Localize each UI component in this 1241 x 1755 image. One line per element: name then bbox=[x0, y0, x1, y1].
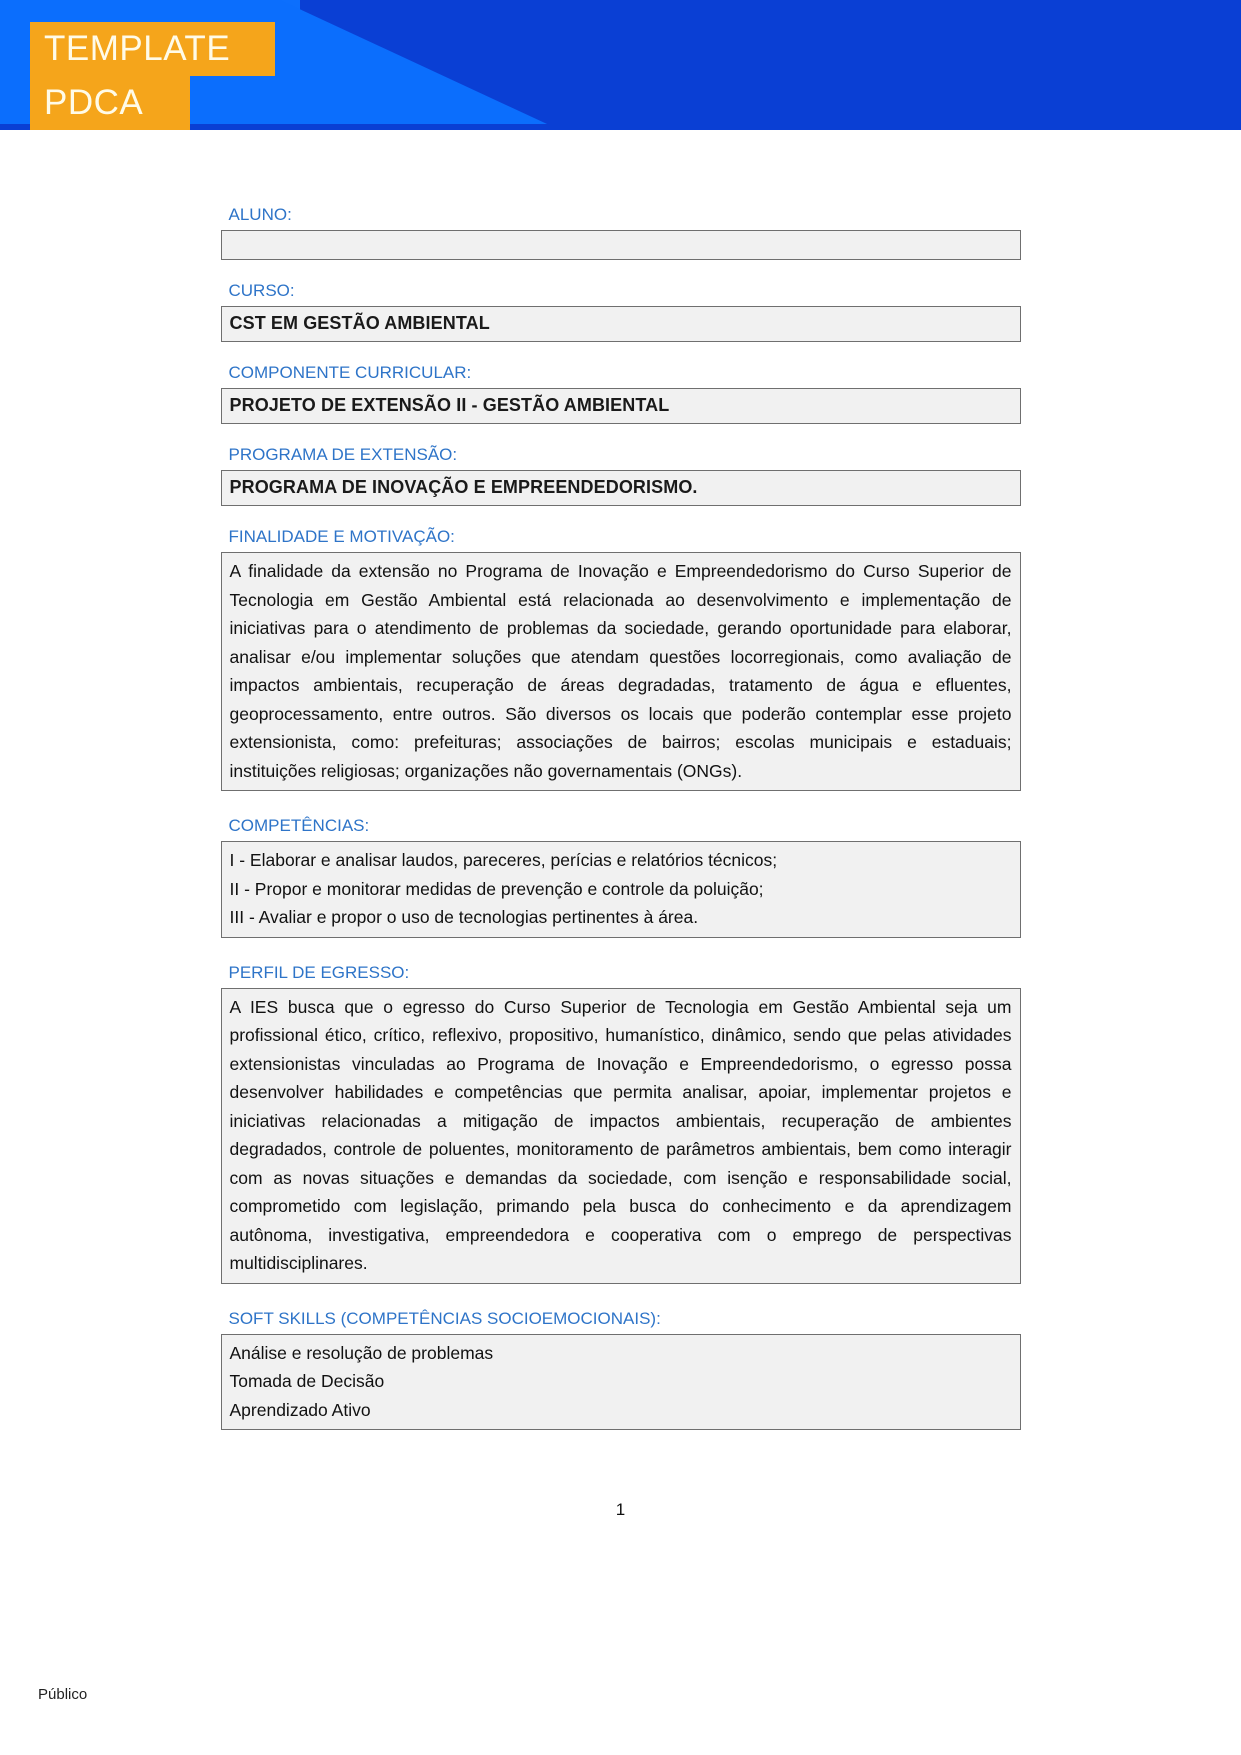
label-aluno: ALUNO: bbox=[228, 205, 292, 224]
field-finalidade-motivacao bbox=[221, 524, 1021, 791]
field-curso bbox=[221, 278, 1021, 342]
input-aluno[interactable] bbox=[221, 230, 1021, 260]
template-logo bbox=[30, 22, 275, 130]
input-programa-extensao[interactable] bbox=[221, 470, 1021, 506]
field-perfil-egresso bbox=[221, 960, 1021, 1284]
input-soft-skills[interactable] bbox=[221, 1334, 1021, 1431]
footer-classification-note: Público bbox=[38, 1686, 88, 1703]
value-finalidade-motivacao: A finalidade da extensão no Programa de Inovação e Empreendedorismo do Curso Superior de Tecnologia em Gestão Ambiental está relacionada ao desenvolvimento e implementação de iniciativas para o atendimento de problemas da sociedade, gerando oportunidade para elaborar, analisar e/ou implementar soluções que atendam questões locorregionais, como avaliação de impactos ambientais, recuperação de áreas degradadas, tratamento de água e efluentes, geoprocessamento, entre outros. São diversos os locais que poderão contemplar esse projeto extensionista, como: prefeituras; associações de bairros; escolas municipais e estaduais; instituições religiosas; organizações não governamentais (ONGs). bbox=[229, 561, 1012, 781]
field-aluno bbox=[221, 202, 1021, 260]
page-header-banner bbox=[0, 0, 1241, 130]
input-competencias[interactable] bbox=[221, 841, 1021, 938]
input-componente-curricular[interactable] bbox=[221, 388, 1021, 424]
label-perfil-egresso: PERFIL DE EGRESSO: bbox=[228, 962, 410, 982]
label-competencias: COMPETÊNCIAS: bbox=[228, 816, 370, 835]
value-programa-extensao: PROGRAMA DE INOVAÇÃO E EMPREENDEDORISMO. bbox=[229, 477, 698, 497]
label-programa-extensao: PROGRAMA DE EXTENSÃO: bbox=[228, 445, 458, 464]
label-soft-skills: SOFT SKILLS (COMPETÊNCIAS SOCIOEMOCIONAIS): bbox=[228, 1308, 661, 1328]
logo-line-template: TEMPLATE bbox=[30, 22, 275, 76]
soft-skill-item-2: Tomada de Decisão bbox=[229, 1371, 385, 1391]
value-curso: CST EM GESTÃO AMBIENTAL bbox=[229, 313, 490, 333]
form-content bbox=[221, 130, 1021, 1520]
input-finalidade-motivacao[interactable] bbox=[221, 552, 1021, 791]
logo-line-pdca: PDCA bbox=[30, 76, 190, 130]
value-componente-curricular: PROJETO DE EXTENSÃO II - GESTÃO AMBIENTAL bbox=[229, 395, 670, 415]
input-curso[interactable] bbox=[221, 306, 1021, 342]
page-number: 1 bbox=[615, 1500, 626, 1519]
field-componente-curricular bbox=[221, 360, 1021, 424]
soft-skill-item-1: Análise e resolução de problemas bbox=[229, 1342, 494, 1363]
label-curso: CURSO: bbox=[228, 281, 295, 300]
field-competencias bbox=[221, 813, 1021, 938]
soft-skill-item-3: Aprendizado Ativo bbox=[229, 1399, 371, 1420]
field-soft-skills bbox=[221, 1306, 1021, 1431]
label-finalidade-motivacao: FINALIDADE E MOTIVAÇÃO: bbox=[228, 527, 455, 546]
field-programa-extensao bbox=[221, 442, 1021, 506]
competencia-item-1: I - Elaborar e analisar laudos, pareceres, perícias e relatórios técnicos; bbox=[229, 850, 778, 870]
label-componente-curricular: COMPONENTE CURRICULAR: bbox=[228, 363, 472, 382]
competencia-item-3: III - Avaliar e propor o uso de tecnologias pertinentes à área. bbox=[229, 907, 699, 927]
document-page bbox=[0, 130, 1241, 1520]
value-perfil-egresso: A IES busca que o egresso do Curso Superior de Tecnologia em Gestão Ambiental seja um profissional ético, crítico, reflexivo, propositivo, humanístico, dinâmico, sendo que pelas atividades extensionistas vinculadas ao Programa de Inovação e Empreendedorismo, o egresso possa desenvolver habilidades e competências que permita analisar, apoiar, implementar projetos e iniciativas relacionadas a mitigação de impactos ambientais, recuperação de ambientes degradados, controle de poluentes, monitoramento de parâmetros ambientais, bem como interagir com as novas situações e demandas da sociedade, com isenção e responsabilidade social, comprometido com legislação, primando pela busca do conhecimento e da aprendizagem autônoma, investigativa, empreendedora e cooperativa com o emprego de perspectivas multidisciplinares. bbox=[229, 996, 1012, 1273]
competencia-item-2: II - Propor e monitorar medidas de prevenção e controle da poluição; bbox=[229, 878, 764, 899]
input-perfil-egresso[interactable] bbox=[221, 988, 1021, 1284]
